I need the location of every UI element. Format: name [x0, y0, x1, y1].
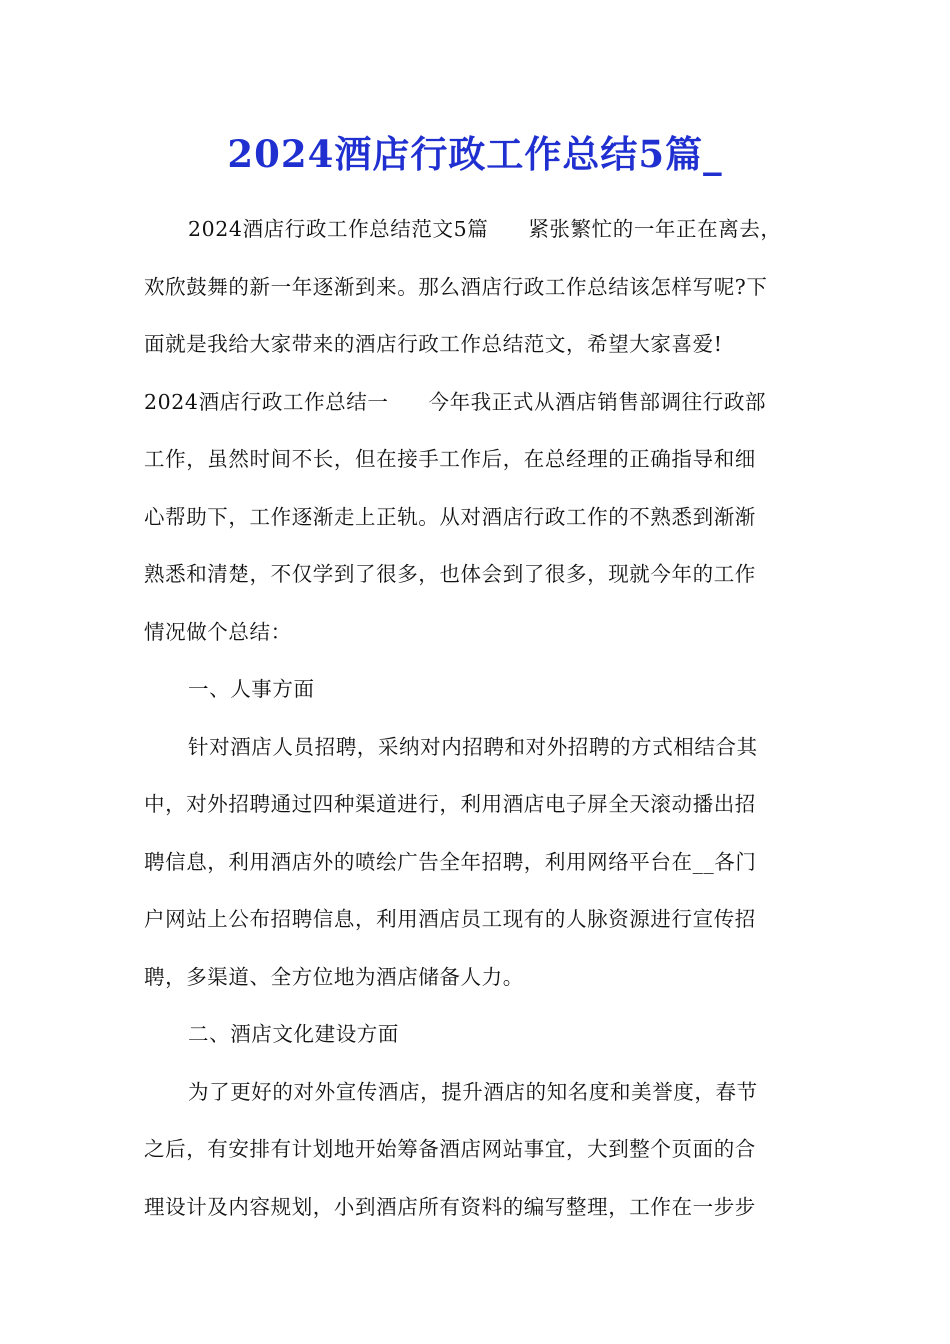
paragraph-line: 欢欣鼓舞的新一年逐渐到来。那么酒店行政工作总结该怎样写呢?下	[144, 274, 768, 299]
subheading-personnel: 一、人事方面	[188, 677, 315, 701]
paragraph-line: 面就是我给大家带来的酒店行政工作总结范文，希望大家喜爱!	[144, 332, 723, 356]
paragraph-line: 针对酒店人员招聘，采纳对内招聘和对外招聘的方式相结合其	[188, 734, 758, 759]
intro-text: 紧张繁忙的一年正在离去，	[528, 217, 782, 241]
paragraph-line: 熟悉和清楚，不仅学到了很多，也体会到了很多，现就今年的工作	[144, 562, 756, 586]
section-line	[144, 374, 812, 432]
intro-line	[144, 201, 812, 259]
paragraph-line: 聘，多渠道、全方位地为酒店储备人力。	[144, 964, 524, 989]
paragraph-line: 心帮助下，工作逐渐走上正轨。从对酒店行政工作的不熟悉到渐渐	[144, 504, 756, 529]
subheading-culture: 二、酒店文化建设方面	[188, 1022, 399, 1046]
paragraph-line: 中，对外招聘通过四种渠道进行，利用酒店电子屏全天滚动播出招	[144, 792, 756, 816]
paragraph-line: 理设计及内容规划，小到酒店所有资料的编写整理，工作在一步步	[144, 1194, 756, 1219]
paragraph-line: 为了更好的对外宣传酒店，提升酒店的知名度和美誉度，春节	[188, 1079, 758, 1104]
section-heading: 2024酒店行政工作总结一	[144, 389, 389, 414]
document-title: 2024酒店行政工作总结5篇_	[227, 132, 723, 176]
paragraph-line: 工作，虽然时间不长，但在接手工作后，在总经理的正确指导和细	[144, 447, 756, 471]
paragraph-line: 户网站上公布招聘信息，利用酒店员工现有的人脉资源进行宣传招	[144, 907, 756, 931]
intro-heading: 2024酒店行政工作总结范文5篇	[188, 217, 489, 241]
document-body	[144, 201, 812, 1236]
paragraph-line: 聘信息，利用酒店外的喷绘广告全年招聘，利用网络平台在__各门	[144, 849, 757, 874]
section-text: 今年我正式从酒店销售部调往行政部	[428, 389, 767, 414]
paragraph-line: 之后，有安排有计划地开始筹备酒店网站事宜，大到整个页面的合	[144, 1137, 756, 1161]
paragraph-line: 情况做个总结：	[144, 619, 292, 644]
